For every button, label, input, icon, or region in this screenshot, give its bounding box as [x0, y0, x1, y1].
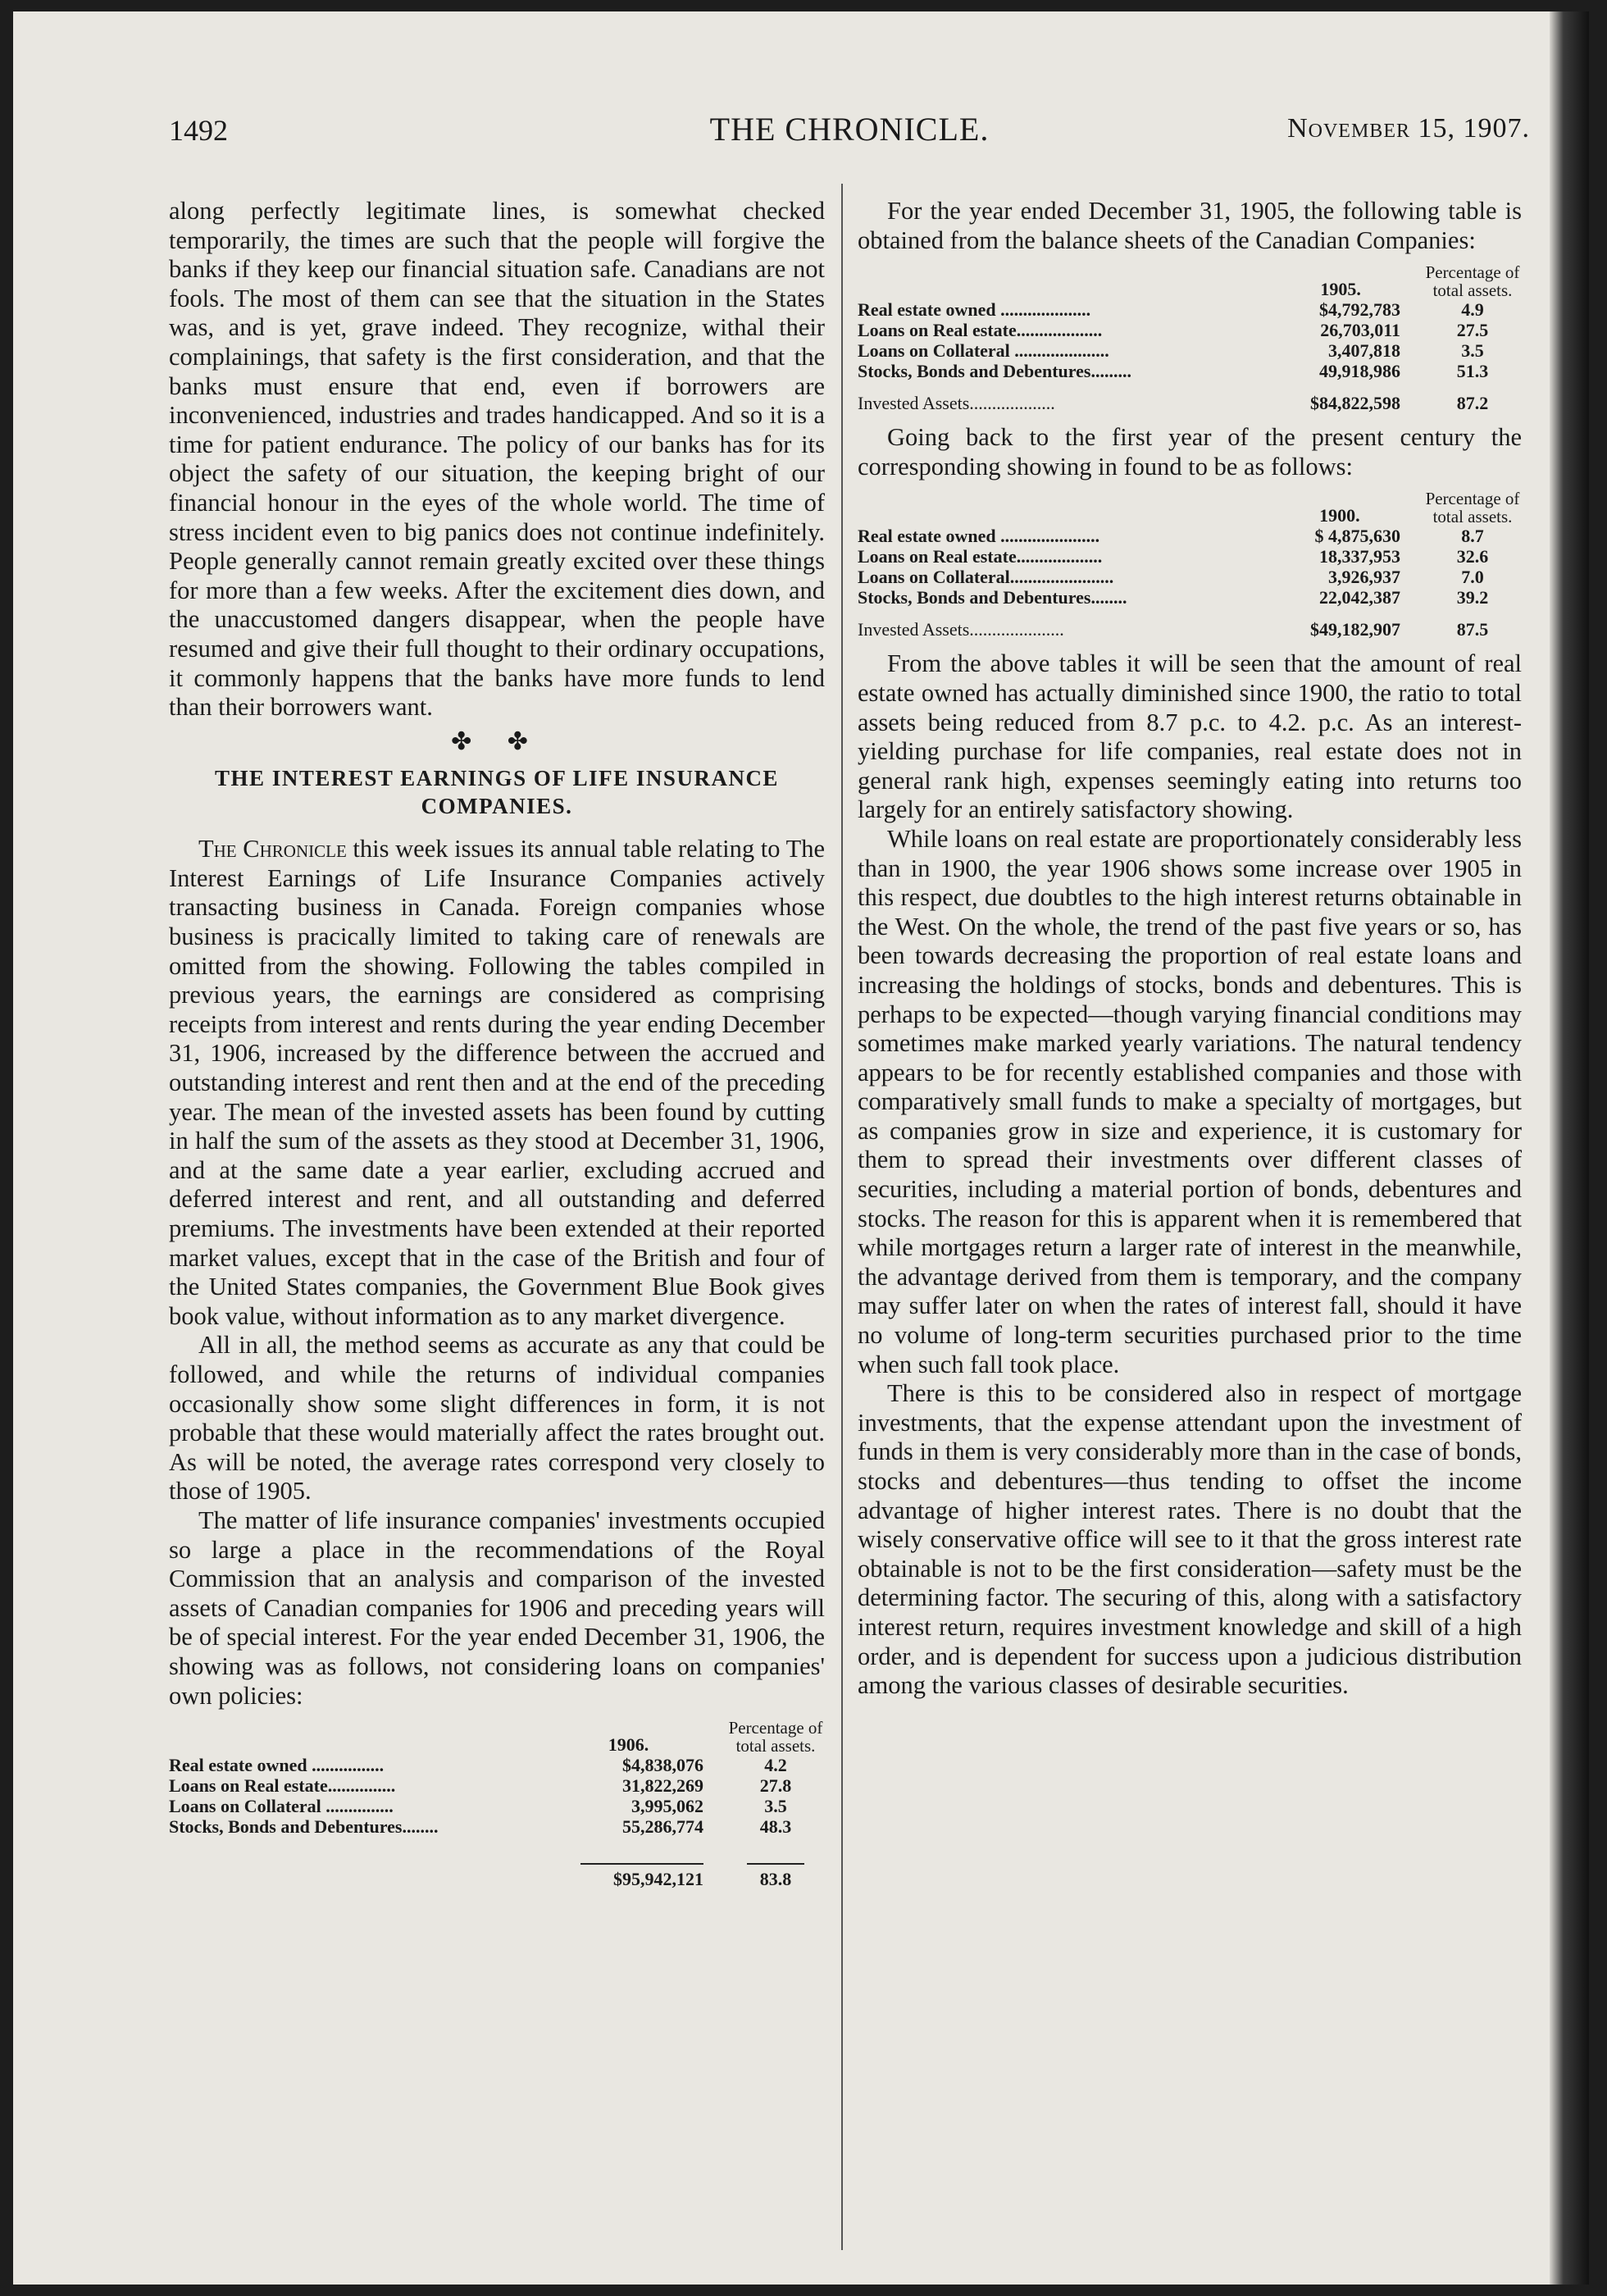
table-row: Loans on Real estate................... 26,703,011 27.5 — [858, 320, 1489, 341]
paragraph: There is this to be considered also in respect of mortgage investments, that the expense attendant upon the investment of funds in them is very considerably more than in the case of bonds, stocks and debentures—thus tending to offset the income advantage of higher interest rates. There is no doubt that the wisely conservative office will see to it that the gross interest rate obtainable is not to be the first consideration—safety must be the determining factor. The securing of this, along with a satisfactory interest return, requires investment knowledge and skill of a high order, and is dependent for success upon a judicious distribution among the various classes of desirable securities. — [858, 1379, 1522, 1700]
column-divider — [841, 184, 843, 2250]
table-row: Real estate owned .................... $4,792,783 4.9 — [858, 299, 1484, 321]
page-header — [169, 108, 1530, 157]
table-total-row: Invested Assets................... $84,822,598 87.2 — [858, 393, 1489, 414]
book-spine-shadow — [1550, 11, 1589, 2285]
assets-table-1906 — [169, 1719, 825, 1889]
table-row: Loans on Collateral ............... 3,995,062 3.5 — [169, 1796, 787, 1817]
sum-rule — [747, 1863, 804, 1865]
table-row: Real estate owned ................ $4,838,076 4.2 — [169, 1755, 787, 1776]
left-column — [169, 197, 825, 1899]
article-heading: THE INTEREST EARNINGS OF LIFE INSURANCE COMPANIES. — [215, 766, 779, 819]
ornament-divider: ✤ ✤ — [451, 727, 543, 755]
newspaper-page — [13, 11, 1589, 2285]
paragraph: All in all, the method seems as accurate as any that could be followed, and while the returns of individual companies occasionally show some slight differences in form, it is not probable that these would materially affect the rates brought out. As will be noted, the average rates correspond very closely to those of 1905. — [169, 1331, 825, 1506]
publication-title: THE CHRONICLE. — [709, 111, 990, 148]
table-total-row: Invested Assets..................... $49,182,907 87.5 — [858, 619, 1489, 640]
table-row: Stocks, Bonds and Debentures........ 55,286,774 48.3 — [169, 1816, 792, 1838]
table-row: Loans on Real estate............... 31,822,269 27.8 — [169, 1775, 792, 1797]
lead-in: The Chronicle — [198, 835, 347, 863]
page-number: 1492 — [169, 114, 228, 147]
table-pct-header: Percentage of total assets. — [1425, 262, 1520, 301]
assets-table-1905 — [858, 263, 1522, 413]
table-row: Real estate owned ...................... $ 4,875,630 8.7 — [858, 526, 1484, 547]
paragraph: The matter of life insurance companies' investments occupied so large a place in the recommendations of the Royal Commission that an analysis and comparison of the invested assets of Canadian companies for 1906 and preceding years will be of special interest. For the year ended December 31, 1906, the showing was as follows, not considering loans on companies' own policies: — [169, 1506, 825, 1710]
table-row: Loans on Collateral....................... 3,926,937 7.0 — [858, 567, 1484, 588]
table-row: Stocks, Bonds and Debentures......... 49,918,986 51.3 — [858, 361, 1489, 382]
table-row: Loans on Collateral ..................... 3,407,818 3.5 — [858, 340, 1484, 362]
sum-rule — [580, 1863, 703, 1865]
right-column — [858, 197, 1522, 1701]
table-pct-header: Percentage of total assets. — [728, 1718, 823, 1756]
table-row: Stocks, Bonds and Debentures........ 22,042,387 39.2 — [858, 587, 1489, 608]
paragraph: While loans on real estate are proportionately considerably less than in 1900, the year 1906 shows some increase over 1905 in this respect, due doubtles to the high interest returns obtainable in the West. On the whole, the trend of the past five years or so, has been towards decreasing the proportion of real estate loans and increasing the holdings of stocks, bonds and debentures. This is perhaps to be expected—though varying financial conditions may sometimes make marked yearly variations. The natural tendency appears to be for recently established companies and those with comparatively small funds to make a specialty of mortgages, but as companies grow in size and experience, it is customary for them to spread their investments over different classes of securities, including a material portion of bonds, debentures and stocks. The reason for this is apparent when it is remembered that while mortgages return a larger rate of interest in the meanwhile, the advantage derived from them is temporary, and the company may suffer later on when the rates of interest fall, should it have no volume of long-term securities purchased prior to the time when such fall took place. — [858, 824, 1522, 1378]
table-year-header: 1905. — [1320, 279, 1361, 300]
paragraph: For the year ended December 31, 1905, the following table is obtained from the balance sheets of the Canadian Companies: — [858, 197, 1522, 254]
table-row: Loans on Real estate................... 18,337,953 32.6 — [858, 546, 1489, 567]
assets-table-1900 — [858, 490, 1522, 640]
table-total-row: $95,942,121 83.8 — [169, 1837, 825, 1889]
paragraph: along perfectly legitimate lines, is somewhat checked temporarily, the times are such that the people will forgive the banks if they keep our financial situation safe. Canadians are not fools. The most of them can see that the situation in the States was, and is yet, grave indeed. They recognize, withal their complainings, that safety is the first consideration, and that the banks must ensure that end, even if borrowers are inconvenienced, industries and trades handicapped. And so it is a time for patient endurance. The policy of our banks has for its object the safety of our situation, the keeping bright of our financial honour in the eyes of the whole world. The time of stress incident even to big panics does not continue indefinitely. People generally cannot remain greatly excited over these things for more than a few weeks. After the excitement dies down, and the unaccustomed dangers disappear, when the people have resumed and give their full thought to their ordinary occupations, it commonly happens that the banks have more funds to lend than their borrowers want. — [169, 197, 825, 722]
issue-date: November 15, 1907. — [1287, 113, 1530, 144]
paragraph: From the above tables it will be seen that the amount of real estate owned has actually diminished since 1900, the ratio to total assets being reduced from 8.7 p.c. to 4.2. p.c. As an interest-yielding purchase for life companies, real estate does not in general rank high, expenses seemingly eating into returns too largely for an entirely satisfactory showing. — [858, 649, 1522, 824]
table-year-header: 1900. — [1319, 505, 1360, 526]
table-pct-header: Percentage of total assets. — [1425, 489, 1520, 527]
paragraph: The Chronicle this week issues its annual table relating to The Interest Earnings of Life Insurance Companies actively transacting business in Canada. Foreign companies whose business is pracically limited to taking care of renewals are omitted from the showing. Following the tables compiled in previous years, the earnings are considered as comprising receipts from interest and rents during the year ending December 31, 1906, increased by the difference between the accrued and outstanding interest and rent then and at the end of the preceding year. The mean of the invested assets has been found by cutting in half the sum of the assets as they stood at December 31, 1906, and at the same date a year earlier, excluding accrued and deferred interest and rent, and all outstanding and deferred premiums. The investments have been extended at their reported market values, except that in the case of the British and four of the United States companies, the Government Blue Book gives book value, without information as to any market divergence. — [169, 835, 825, 1330]
table-year-header: 1906. — [608, 1734, 649, 1756]
paragraph: Going back to the first year of the present century the corresponding showing in found to be as follows: — [858, 423, 1522, 481]
